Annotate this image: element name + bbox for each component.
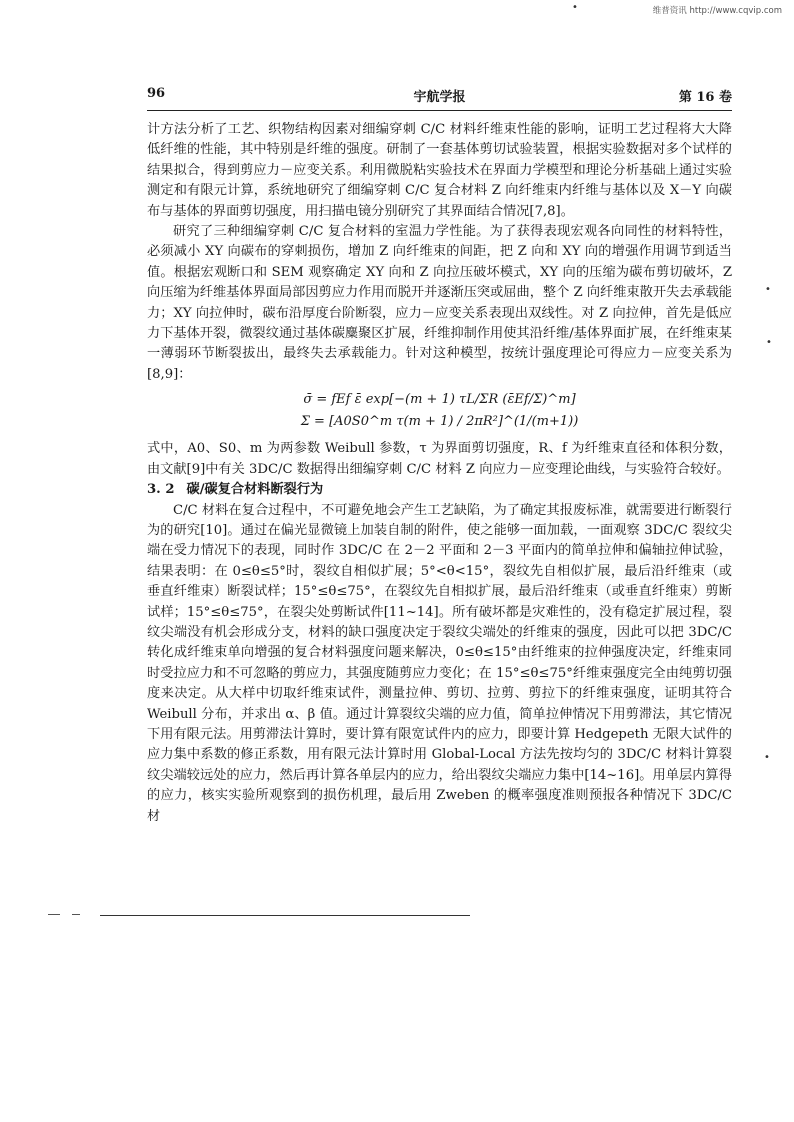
section-number: 3. 2: [147, 482, 175, 498]
header-rule: [147, 110, 732, 111]
paragraph-1: 计方法分析了工艺、织物结构因素对细编穿刺 C/C 材料纤维束性能的影响，证明工艺过程将大大降低纤维的性能，其中特别是纤维的强度。研制了一套基体剪切试验装置，根据实验数据对多个试样的结果拟合，得到剪应力－应变关系。利用微脱粘实验技术在界面力学模型和理论分析基础上通过实验测定和有限元计算，系统地研究了细编穿刺 C/C 复合材料 Z 向纤维束内纤维与基体以及 X－Y 向碳布与基体的界面剪切强度，用扫描电镜分别研究了其界面结合情况[7,8]。: [147, 122, 732, 219]
paragraph-2: 研究了三种细编穿刺 C/C 复合材料的室温力学性能。为了获得表现宏观各向同性的材料特性，必须减小 XY 向碳布的穿刺损伤，增加 Z 向纤维束的间距，把 Z 向和 XY 向的增强作用调节到适当值。根据宏观断口和 SEM 观察确定 XY 向和 Z 向拉压破坏模式，XY 向的压缩为碳布剪切破坏，Z 向压缩为纤维基体界面局部因剪应力作用而脱开并逐渐压突或屈曲，整个 Z 向纤维束散开失去承载能力；XY 向拉伸时，碳布沿厚度台阶断裂，应力－应变关系表现出双线性。对 Z 向拉伸，首先是低应力下基体开裂，微裂纹通过基体碳麋聚区扩展，纤维抑制作用使其沿纤维/基体界面扩展，在纤维束某一薄弱环节断裂拔出，最终失去承载能力。针对这种模型，按统计强度理论可得应力－应变关系为[8,9]：: [147, 224, 732, 382]
paragraph-4: C/C 材料在复合过程中，不可避免地会产生工艺缺陷，为了确定其报废标准，就需要进行断裂行为的研究[10]。通过在偏光显微镜上加装自制的附件，使之能够一面加载，一面观察 3DC/C 裂纹尖端在受力情况下的表现，同时作 3DC/C 在 2－2 平面和 2－3 平面内的简单拉伸和偏轴拉伸试验，结果表明：在 0≤θ≤5°时，裂纹自相似扩展；5°<θ<15°，裂纹先自相似扩展，最后沿纤维束（或垂直纤维束）断裂试样；15°≤θ≤75°，在裂纹先自相拟扩展，最后沿纤维束（或垂直纤维束）剪断试样；15°≤θ≤75°，在裂尖处剪断试件[11~14]。所有破坏都是灾难性的，没有稳定扩展过程，裂纹尖端没有机会形成分支，材料的缺口强度决定于裂纹尖端处的纤维束的强度，因此可以把 3DC/C 转化成纤维束单向增强的复合材料强度问题来解决，0≤θ≤15°由纤维束的拉伸强度决定，纤维束同时受拉应力和不可忽略的剪应力，其强度随剪应力变化；在 15°≤θ≤75°纤维束强度完全由纯剪切强度来决定。从大样中切取纤维束试件，测量拉伸、剪切、拉剪、剪拉下的纤维束强度，证明其符合 Weibull 分布，并求出 α、β 值。通过计算裂纹尖端的应力值，简单拉伸情况下用剪滞法，其它情况下用有限元法。用剪滞法计算时，要计算有限宽试件内的应力，即要计算 Hedgepeth 无限大试件的应力集中系数的修正系数，用有限元法计算时用 Global-Local 方法先按均匀的 3DC/C 材料计算裂纹尖端较远处的应力，然后再计算各单层内的应力，给出裂纹尖端应力集中[14~16]。用单层内算得的应力，核实实验所观察到的损伤机理，最后用 Zweben 的概率强度准则预报各种情况下 3DC/C 材: [147, 502, 732, 824]
scan-mark: [48, 914, 60, 915]
scan-mark: •: [766, 337, 772, 348]
footer-rule: [100, 915, 470, 916]
scan-mark: •: [572, 2, 578, 13]
paragraph-3: 式中，A0、S0、m 为两参数 Weibull 参数，τ 为界面剪切强度，R、f 为纤维束直径和体积分数，由文献[9]中有关 3DC/C 数据得出细编穿刺 C/C 材料 Z 向应力－应变理论曲线，与实验符合较好。: [147, 441, 732, 477]
section-heading: [147, 480, 732, 500]
body-text: [147, 120, 732, 827]
scan-mark: •: [765, 284, 771, 295]
section-title: 碳/碳复合材料断裂行为: [186, 482, 324, 498]
equation-sigma: Σ = [A0S0^m τ(m + 1) / 2πR²]^(1/(m+1)): [300, 414, 579, 430]
page-number: 96: [147, 86, 166, 101]
equation-stress-strain: σ̄ = fEf ε̄ exp[−(m + 1) τL/ΣR (ε̄Ef/Σ)^m]: [303, 392, 576, 408]
scan-mark: •: [764, 752, 770, 763]
watermark: 维普资讯 http://www.cqvip.com: [652, 6, 782, 16]
scan-mark: [72, 914, 80, 915]
journal-name: 宇航学报: [413, 90, 466, 105]
volume-label: 第 16 卷: [678, 90, 732, 105]
